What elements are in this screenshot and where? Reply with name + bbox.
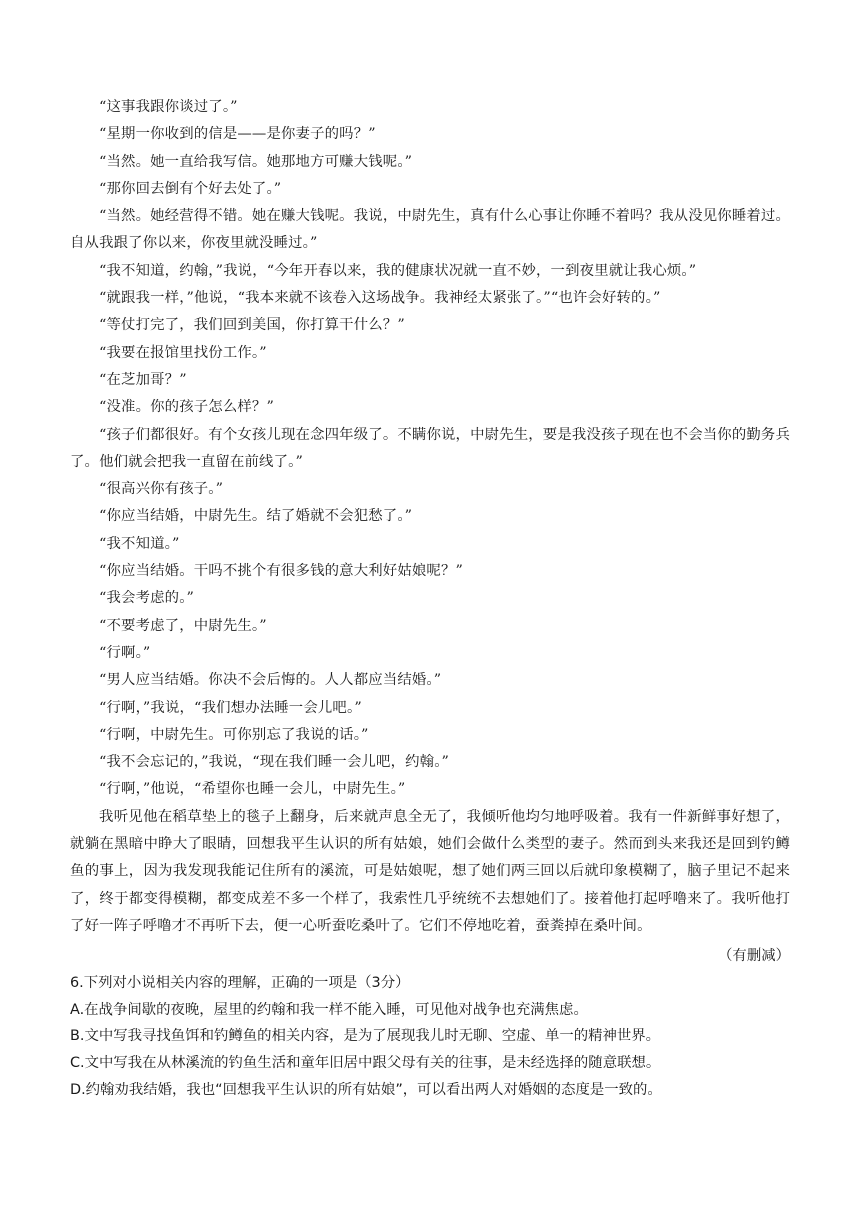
story-paragraph: “没准。你的孩子怎么样？” — [99, 399, 274, 416]
story-paragraph: “我不知道，约翰，”我说，“今年开春以来，我的健康状况就一直不妙，一到夜里就让我心烦。” — [99, 262, 697, 279]
story-paragraph: “行啊。” — [99, 644, 151, 661]
document-body — [70, 94, 790, 1103]
story-paragraph: “孩子们都很好。有个女孩儿现在念四年级了。不瞒你说，中尉先生，要是我没孩子现在也不会当你的勤务兵了。他们就会把我一直留在前线了。” — [70, 426, 790, 470]
story-paragraph: “这事我跟你谈过了。” — [99, 99, 238, 115]
answer-options — [70, 997, 790, 1103]
story-paragraph: “行啊，”我说，“我们想办法睡一会儿吧。” — [99, 699, 362, 716]
story-paragraph: “我不知道。” — [99, 535, 180, 552]
story-paragraph: “在芝加哥？” — [99, 371, 187, 388]
answer-option[interactable]: B.文中写我寻找鱼饵和钓鳟鱼的相关内容，是为了展现我儿时无聊、空虚、单一的精神世界。 — [70, 1028, 661, 1045]
story-paragraph: “等仗打完了，我们回到美国，你打算干什么？” — [99, 317, 405, 334]
answer-option[interactable]: C.文中写我在从林溪流的钓鱼生活和童年旧居中跟父母有关的往事，是未经选择的随意联想。 — [70, 1054, 661, 1071]
story-paragraph: “我会考虑的。” — [99, 590, 195, 607]
story-paragraph: “当然。她经营得不错。她在赚大钱呢。我说，中尉先生，真有什么心事让你睡不着吗？我从没见你睡着过。自从我跟了你以来，你夜里就没睡过。” — [70, 208, 790, 252]
source-note: （有删减） — [718, 948, 790, 965]
story-paragraph: “你应当结婚，中尉先生。结了婚就不会犯愁了。” — [99, 508, 413, 525]
answer-option[interactable]: D.约翰劝我结婚，我也“回想我平生认识的所有姑娘”，可以看出两人对婚姻的态度是一致的。 — [70, 1081, 662, 1098]
story-paragraph: “不要考虑了，中尉先生。” — [99, 617, 267, 634]
story-paragraph: “我要在报馆里找份工作。” — [99, 344, 267, 361]
story-paragraph: “星期一你收到的信是——是你妻子的吗？” — [99, 126, 376, 143]
answer-option[interactable]: A.在战争间歇的夜晚，屋里的约翰和我一样不能入睡，可见他对战争也充满焦虑。 — [70, 1001, 588, 1018]
story-paragraph: “就跟我一样，”他说，“我本来就不该卷入这场战争。我神经太紧张了。”“也许会好转的。” — [99, 290, 661, 307]
story-paragraph: “那你回去倒有个好去处了。” — [99, 180, 282, 197]
story-paragraph: “当然。她一直给我写信。她那地方可赚大钱呢。” — [99, 153, 413, 170]
story-paragraph: 我听见他在稻草垫上的毯子上翻身，后来就声息全无了，我倾听他均匀地呼吸着。我有一件新鲜事好想了，就躺在黑暗中睁大了眼睛，回想我平生认识的所有姑娘，她们会做什么类型的妻子。然而到头来我还是回到钓鳟鱼的事上，因为我发现我能记住所有的溪流，可是姑娘呢，想了她们两三回以后就印象模糊了，脑子里记不起来了，终于都变得模糊，都变成差不多一个样了，我索性几乎统统不去想她们了。接着他打起呼噜来了。我听他打了好一阵子呼噜才不再听下去，便一心听蚕吃桑叶了。它们不停地吃着，蚕粪掉在桑叶间。 — [70, 808, 790, 934]
story-paragraph: “我不会忘记的，”我说，“现在我们睡一会儿吧，约翰。” — [99, 754, 450, 771]
story-paragraph: “男人应当结婚。你决不会后悔的。人人都应当结婚。” — [99, 672, 442, 689]
question-stem: 6.下列对小说相关内容的理解，正确的一项是（3分） — [70, 975, 410, 992]
story-paragraph: “行啊，”他说，“希望你也睡一会儿，中尉先生。” — [99, 781, 406, 798]
story-paragraph: “你应当结婚。干吗不挑个有很多钱的意大利好姑娘呢？” — [99, 563, 463, 580]
story-text — [70, 94, 790, 940]
story-paragraph: “行啊，中尉先生。可你别忘了我说的话。” — [99, 726, 369, 743]
question-block — [70, 970, 790, 1103]
story-paragraph: “很高兴你有孩子。” — [99, 481, 224, 498]
